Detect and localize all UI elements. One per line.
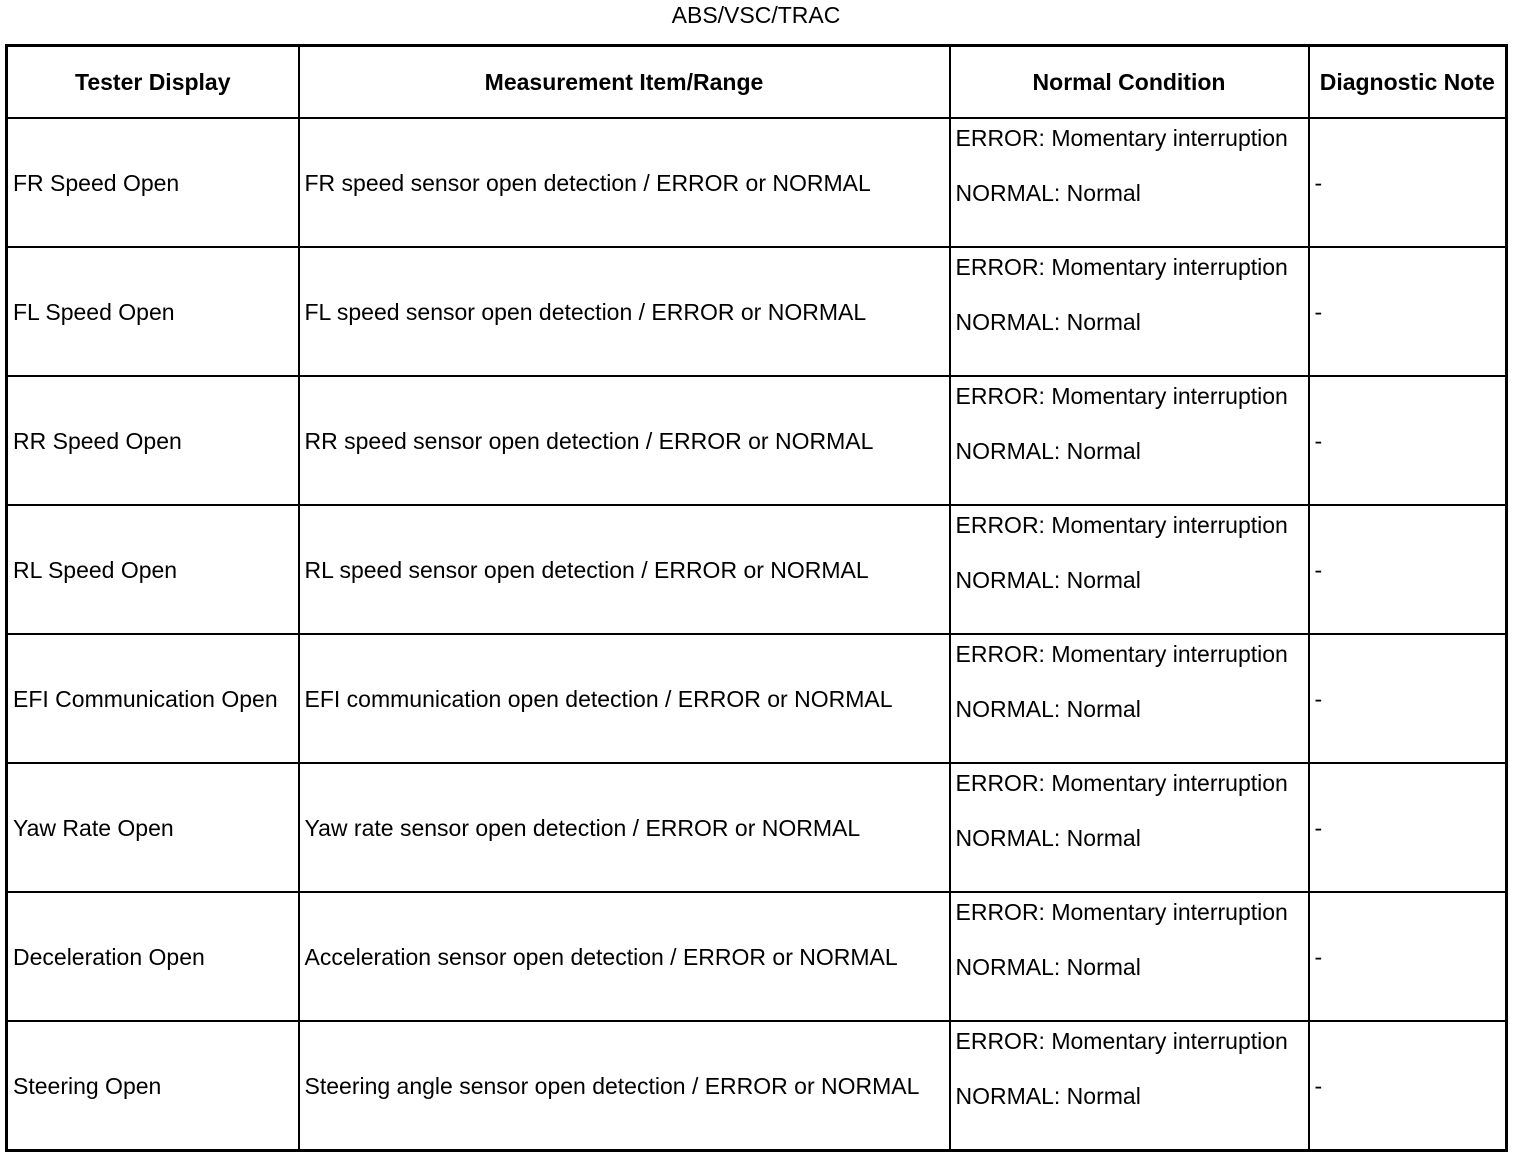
normal-condition-cell: [950, 118, 1309, 247]
normal-condition-normal: NORMAL: Normal: [955, 696, 1141, 722]
tester-display-cell: FL Speed Open: [7, 247, 299, 376]
normal-condition-error: ERROR: Momentary interruption: [955, 1028, 1288, 1054]
diagnostic-note-cell: -: [1309, 505, 1507, 634]
diagnostic-note-cell: -: [1309, 634, 1507, 763]
measurement-cell: RL speed sensor open detection / ERROR or NORMAL: [299, 505, 950, 634]
normal-condition-error: ERROR: Momentary interruption: [955, 383, 1288, 409]
normal-condition-error: ERROR: Momentary interruption: [955, 770, 1288, 796]
diagnostic-note-cell: -: [1309, 247, 1507, 376]
normal-condition-normal: NORMAL: Normal: [955, 180, 1141, 206]
normal-condition-normal: NORMAL: Normal: [955, 954, 1141, 980]
diagnostic-note-cell: -: [1309, 118, 1507, 247]
table-body: [7, 118, 1507, 1151]
table-row: [7, 892, 1507, 1021]
header-diagnostic-note: Diagnostic Note: [1309, 46, 1507, 119]
tester-display-cell: Steering Open: [7, 1021, 299, 1151]
table-row: [7, 247, 1507, 376]
header-normal-condition: Normal Condition: [950, 46, 1309, 119]
measurement-cell: EFI communication open detection / ERROR or NORMAL: [299, 634, 950, 763]
tester-display-cell: RR Speed Open: [7, 376, 299, 505]
table-row: [7, 634, 1507, 763]
measurement-cell: Steering angle sensor open detection / ERROR or NORMAL: [299, 1021, 950, 1151]
diagnostic-note-cell: -: [1309, 763, 1507, 892]
normal-condition-error: ERROR: Momentary interruption: [955, 512, 1288, 538]
normal-condition-cell: [950, 505, 1309, 634]
normal-condition-error: ERROR: Momentary interruption: [955, 125, 1288, 151]
normal-condition-normal: NORMAL: Normal: [955, 1083, 1141, 1109]
normal-condition-error: ERROR: Momentary interruption: [955, 254, 1288, 280]
tester-display-cell: EFI Communication Open: [7, 634, 299, 763]
normal-condition-cell: [950, 634, 1309, 763]
header-measurement-item: Measurement Item/Range: [299, 46, 950, 119]
tester-display-cell: Yaw Rate Open: [7, 763, 299, 892]
normal-condition-cell: [950, 892, 1309, 1021]
data-table: [5, 44, 1508, 1152]
normal-condition-cell: [950, 763, 1309, 892]
table-row: [7, 1021, 1507, 1151]
diagnostic-note-cell: -: [1309, 1021, 1507, 1151]
table-row: [7, 376, 1507, 505]
diagnostic-note-cell: -: [1309, 892, 1507, 1021]
measurement-cell: RR speed sensor open detection / ERROR or NORMAL: [299, 376, 950, 505]
normal-condition-cell: [950, 376, 1309, 505]
tester-display-cell: Deceleration Open: [7, 892, 299, 1021]
normal-condition-cell: [950, 247, 1309, 376]
measurement-cell: FR speed sensor open detection / ERROR or NORMAL: [299, 118, 950, 247]
table-row: [7, 118, 1507, 247]
normal-condition-normal: NORMAL: Normal: [955, 309, 1141, 335]
diagnostic-note-cell: -: [1309, 376, 1507, 505]
normal-condition-normal: NORMAL: Normal: [955, 438, 1141, 464]
page-title: ABS/VSC/TRAC: [671, 2, 841, 28]
measurement-cell: Yaw rate sensor open detection / ERROR or NORMAL: [299, 763, 950, 892]
normal-condition-error: ERROR: Momentary interruption: [955, 641, 1288, 667]
table-row: [7, 763, 1507, 892]
tester-display-cell: FR Speed Open: [7, 118, 299, 247]
normal-condition-cell: [950, 1021, 1309, 1151]
header-tester-display: Tester Display: [7, 46, 299, 119]
normal-condition-normal: NORMAL: Normal: [955, 825, 1141, 851]
table-row: [7, 505, 1507, 634]
measurement-cell: Acceleration sensor open detection / ERROR or NORMAL: [299, 892, 950, 1021]
normal-condition-error: ERROR: Momentary interruption: [955, 899, 1288, 925]
tester-display-cell: RL Speed Open: [7, 505, 299, 634]
header-row: [7, 46, 1507, 119]
measurement-cell: FL speed sensor open detection / ERROR or NORMAL: [299, 247, 950, 376]
normal-condition-normal: NORMAL: Normal: [955, 567, 1141, 593]
